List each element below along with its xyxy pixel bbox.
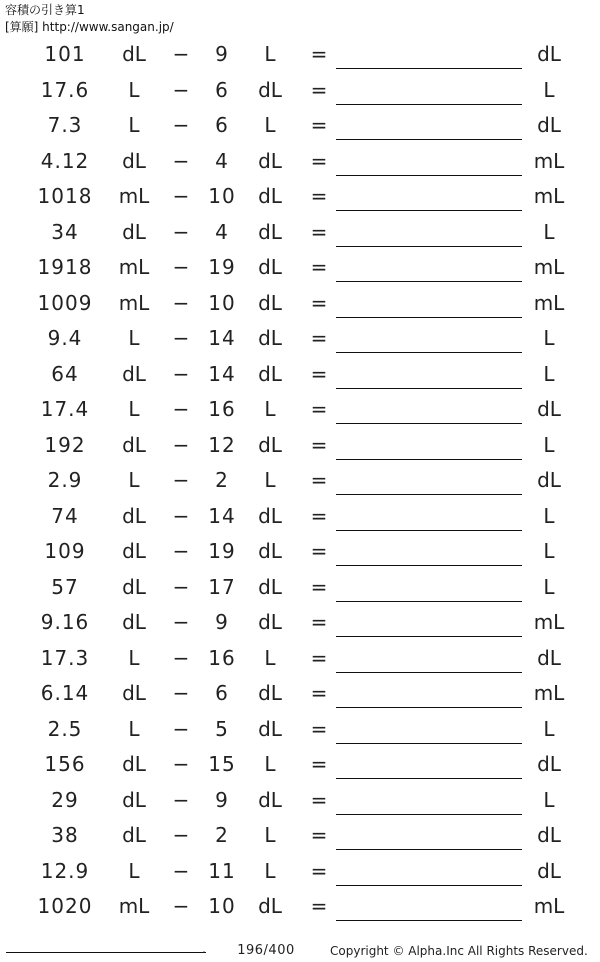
problem-row	[0, 214, 600, 250]
second-number: 6	[215, 113, 229, 137]
first-number: 1018	[37, 184, 93, 208]
second-unit: dL	[258, 681, 282, 705]
problem-row	[0, 391, 600, 427]
first-unit: dL	[122, 148, 146, 173]
first-number: 1918	[37, 255, 93, 279]
second-unit: L	[264, 823, 276, 847]
answer-blank[interactable]	[336, 814, 522, 815]
equals-sign: =	[310, 468, 328, 492]
second-unit: dL	[258, 290, 282, 315]
answer-blank[interactable]	[336, 672, 522, 673]
second-unit: dL	[258, 148, 282, 173]
minus-sign: −	[172, 823, 190, 847]
second-unit: L	[264, 752, 276, 776]
first-number: 192	[44, 432, 86, 457]
answer-unit: L	[543, 219, 555, 244]
second-number: 14	[208, 326, 236, 350]
second-unit: dL	[258, 255, 282, 279]
problem-row	[0, 72, 600, 108]
second-number: 10	[208, 290, 236, 315]
answer-unit: dL	[537, 397, 561, 421]
first-number: 12.9	[40, 858, 90, 883]
first-number: 9.16	[40, 610, 90, 634]
equals-sign: =	[310, 290, 328, 315]
first-unit: dL	[122, 681, 146, 705]
answer-blank[interactable]	[336, 139, 522, 140]
problem-row	[0, 427, 600, 463]
answer-blank[interactable]	[336, 175, 522, 176]
answer-blank[interactable]	[336, 707, 522, 708]
first-number: 34	[51, 219, 79, 244]
second-unit: L	[264, 645, 276, 670]
equals-sign: =	[310, 361, 328, 386]
answer-unit: mL	[533, 681, 565, 705]
source-url: [算願] http://www.sangan.jp/	[5, 20, 174, 34]
answer-blank[interactable]	[336, 743, 522, 744]
equals-sign: =	[310, 823, 328, 847]
equals-sign: =	[310, 42, 328, 66]
answer-blank[interactable]	[336, 459, 522, 460]
minus-sign: −	[172, 503, 190, 528]
problem-row	[0, 888, 600, 924]
first-number: 29	[51, 787, 79, 812]
first-unit: dL	[122, 42, 146, 66]
problem-row	[0, 249, 600, 285]
first-number: 57	[51, 574, 79, 599]
first-number: 2.5	[47, 716, 83, 741]
answer-unit: L	[543, 432, 555, 457]
answer-unit: dL	[537, 42, 561, 66]
problem-row	[0, 817, 600, 853]
answer-unit: dL	[537, 752, 561, 776]
first-unit: dL	[122, 503, 146, 528]
first-unit: mL	[118, 290, 150, 315]
first-unit: L	[128, 858, 140, 883]
second-number: 11	[208, 858, 236, 883]
answer-blank[interactable]	[336, 352, 522, 353]
second-number: 9	[215, 787, 229, 812]
answer-blank[interactable]	[336, 246, 522, 247]
answer-blank[interactable]	[336, 210, 522, 211]
answer-blank[interactable]	[336, 778, 522, 779]
answer-blank[interactable]	[336, 317, 522, 318]
equals-sign: =	[310, 77, 328, 102]
answer-blank[interactable]	[336, 530, 522, 531]
answer-blank[interactable]	[336, 281, 522, 282]
minus-sign: −	[172, 361, 190, 386]
second-number: 5	[215, 716, 229, 741]
answer-unit: mL	[533, 290, 565, 315]
minus-sign: −	[172, 610, 190, 634]
problem-row	[0, 675, 600, 711]
minus-sign: −	[172, 894, 190, 918]
answer-unit: L	[543, 539, 555, 563]
answer-unit: L	[543, 326, 555, 350]
answer-blank[interactable]	[336, 494, 522, 495]
first-number: 7.3	[47, 113, 83, 137]
second-number: 2	[215, 468, 229, 492]
page-number: 196/400	[237, 943, 295, 958]
minus-sign: −	[172, 787, 190, 812]
second-number: 6	[215, 77, 229, 102]
first-unit: L	[128, 716, 140, 741]
problem-list	[0, 36, 600, 924]
footer-dot: .	[202, 942, 206, 956]
first-number: 64	[51, 361, 79, 386]
second-number: 16	[208, 645, 236, 670]
answer-unit: mL	[533, 894, 565, 918]
problem-row	[0, 711, 600, 747]
equals-sign: =	[310, 219, 328, 244]
answer-unit: dL	[537, 468, 561, 492]
first-number: 1009	[37, 290, 93, 315]
answer-blank[interactable]	[336, 388, 522, 389]
equals-sign: =	[310, 255, 328, 279]
problem-row	[0, 107, 600, 143]
second-number: 14	[208, 503, 236, 528]
second-number: 10	[208, 184, 236, 208]
problem-row	[0, 746, 600, 782]
answer-unit: mL	[533, 184, 565, 208]
equals-sign: =	[310, 787, 328, 812]
minus-sign: −	[172, 326, 190, 350]
minus-sign: −	[172, 858, 190, 883]
equals-sign: =	[310, 574, 328, 599]
answer-blank[interactable]	[336, 885, 522, 886]
first-unit: mL	[118, 255, 150, 279]
second-number: 10	[208, 894, 236, 918]
problem-row	[0, 569, 600, 605]
first-unit: L	[128, 113, 140, 137]
answer-blank[interactable]	[336, 423, 522, 424]
answer-blank[interactable]	[336, 849, 522, 850]
first-number: 2.9	[47, 468, 83, 492]
second-unit: L	[264, 113, 276, 137]
problem-row	[0, 604, 600, 640]
first-unit: L	[128, 326, 140, 350]
first-number: 6.14	[40, 681, 90, 705]
minus-sign: −	[172, 148, 190, 173]
second-unit: dL	[258, 219, 282, 244]
worksheet-title: 容積の引き算1	[5, 3, 85, 17]
minus-sign: −	[172, 468, 190, 492]
minus-sign: −	[172, 752, 190, 776]
minus-sign: −	[172, 219, 190, 244]
equals-sign: =	[310, 113, 328, 137]
answer-blank[interactable]	[336, 104, 522, 105]
second-number: 6	[215, 681, 229, 705]
answer-unit: L	[543, 503, 555, 528]
second-number: 19	[208, 539, 236, 563]
problem-row	[0, 320, 600, 356]
minus-sign: −	[172, 290, 190, 315]
second-unit: dL	[258, 787, 282, 812]
second-unit: dL	[258, 503, 282, 528]
second-unit: dL	[258, 539, 282, 563]
first-unit: dL	[122, 539, 146, 563]
equals-sign: =	[310, 858, 328, 883]
answer-unit: L	[543, 77, 555, 102]
answer-unit: mL	[533, 148, 565, 173]
minus-sign: −	[172, 645, 190, 670]
problem-row	[0, 640, 600, 676]
answer-unit: L	[543, 361, 555, 386]
second-number: 16	[208, 397, 236, 421]
first-unit: dL	[122, 610, 146, 634]
second-number: 12	[208, 432, 236, 457]
first-unit: dL	[122, 787, 146, 812]
second-unit: dL	[258, 610, 282, 634]
first-unit: L	[128, 645, 140, 670]
second-number: 15	[208, 752, 236, 776]
answer-unit: L	[543, 574, 555, 599]
answer-unit: L	[543, 787, 555, 812]
second-number: 19	[208, 255, 236, 279]
second-unit: L	[264, 397, 276, 421]
second-unit: dL	[258, 894, 282, 918]
problem-row	[0, 285, 600, 321]
first-unit: L	[128, 397, 140, 421]
answer-unit: dL	[537, 113, 561, 137]
problem-row	[0, 853, 600, 889]
second-unit: L	[264, 468, 276, 492]
second-number: 2	[215, 823, 229, 847]
answer-blank[interactable]	[336, 601, 522, 602]
problem-row	[0, 143, 600, 179]
second-unit: dL	[258, 77, 282, 102]
answer-blank[interactable]	[336, 68, 522, 69]
minus-sign: −	[172, 184, 190, 208]
first-unit: dL	[122, 219, 146, 244]
problem-row	[0, 533, 600, 569]
answer-unit: dL	[537, 645, 561, 670]
second-unit: dL	[258, 716, 282, 741]
first-number: 4.12	[40, 148, 90, 173]
problem-row	[0, 498, 600, 534]
first-unit: dL	[122, 823, 146, 847]
problem-row	[0, 36, 600, 72]
equals-sign: =	[310, 397, 328, 421]
first-number: 156	[44, 752, 86, 776]
answer-unit: mL	[533, 255, 565, 279]
answer-unit: dL	[537, 858, 561, 883]
second-number: 9	[215, 42, 229, 66]
first-unit: dL	[122, 432, 146, 457]
first-number: 101	[44, 42, 86, 66]
second-unit: dL	[258, 574, 282, 599]
equals-sign: =	[310, 610, 328, 634]
second-number: 9	[215, 610, 229, 634]
minus-sign: −	[172, 113, 190, 137]
second-unit: dL	[258, 184, 282, 208]
first-unit: dL	[122, 574, 146, 599]
answer-unit: L	[543, 716, 555, 741]
first-number: 9.4	[47, 326, 83, 350]
minus-sign: −	[172, 432, 190, 457]
second-number: 14	[208, 361, 236, 386]
minus-sign: −	[172, 77, 190, 102]
first-unit: L	[128, 77, 140, 102]
first-unit: dL	[122, 752, 146, 776]
answer-unit: mL	[533, 610, 565, 634]
first-unit: mL	[118, 184, 150, 208]
first-number: 17.4	[40, 397, 90, 421]
equals-sign: =	[310, 894, 328, 918]
first-number: 17.3	[40, 645, 90, 670]
minus-sign: −	[172, 397, 190, 421]
second-unit: L	[264, 42, 276, 66]
second-unit: L	[264, 858, 276, 883]
minus-sign: −	[172, 681, 190, 705]
equals-sign: =	[310, 539, 328, 563]
equals-sign: =	[310, 503, 328, 528]
problem-row	[0, 178, 600, 214]
answer-blank[interactable]	[336, 636, 522, 637]
first-number: 74	[51, 503, 79, 528]
problem-row	[0, 782, 600, 818]
equals-sign: =	[310, 645, 328, 670]
answer-unit: dL	[537, 823, 561, 847]
minus-sign: −	[172, 574, 190, 599]
name-line	[6, 952, 206, 953]
equals-sign: =	[310, 716, 328, 741]
second-number: 17	[208, 574, 236, 599]
problem-row	[0, 462, 600, 498]
first-number: 38	[51, 823, 79, 847]
second-number: 4	[215, 219, 229, 244]
second-unit: dL	[258, 326, 282, 350]
equals-sign: =	[310, 432, 328, 457]
equals-sign: =	[310, 184, 328, 208]
problem-row	[0, 356, 600, 392]
second-number: 4	[215, 148, 229, 173]
first-number: 1020	[37, 894, 93, 918]
equals-sign: =	[310, 681, 328, 705]
first-unit: L	[128, 468, 140, 492]
minus-sign: −	[172, 539, 190, 563]
first-number: 109	[44, 539, 86, 563]
copyright: Copyright © Alpha.Inc All Rights Reserved.	[330, 944, 588, 958]
first-unit: dL	[122, 361, 146, 386]
second-unit: dL	[258, 361, 282, 386]
minus-sign: −	[172, 716, 190, 741]
answer-blank[interactable]	[336, 920, 522, 921]
equals-sign: =	[310, 148, 328, 173]
second-unit: dL	[258, 432, 282, 457]
equals-sign: =	[310, 326, 328, 350]
answer-blank[interactable]	[336, 565, 522, 566]
first-number: 17.6	[40, 77, 90, 102]
equals-sign: =	[310, 752, 328, 776]
minus-sign: −	[172, 255, 190, 279]
first-unit: mL	[118, 894, 150, 918]
minus-sign: −	[172, 42, 190, 66]
